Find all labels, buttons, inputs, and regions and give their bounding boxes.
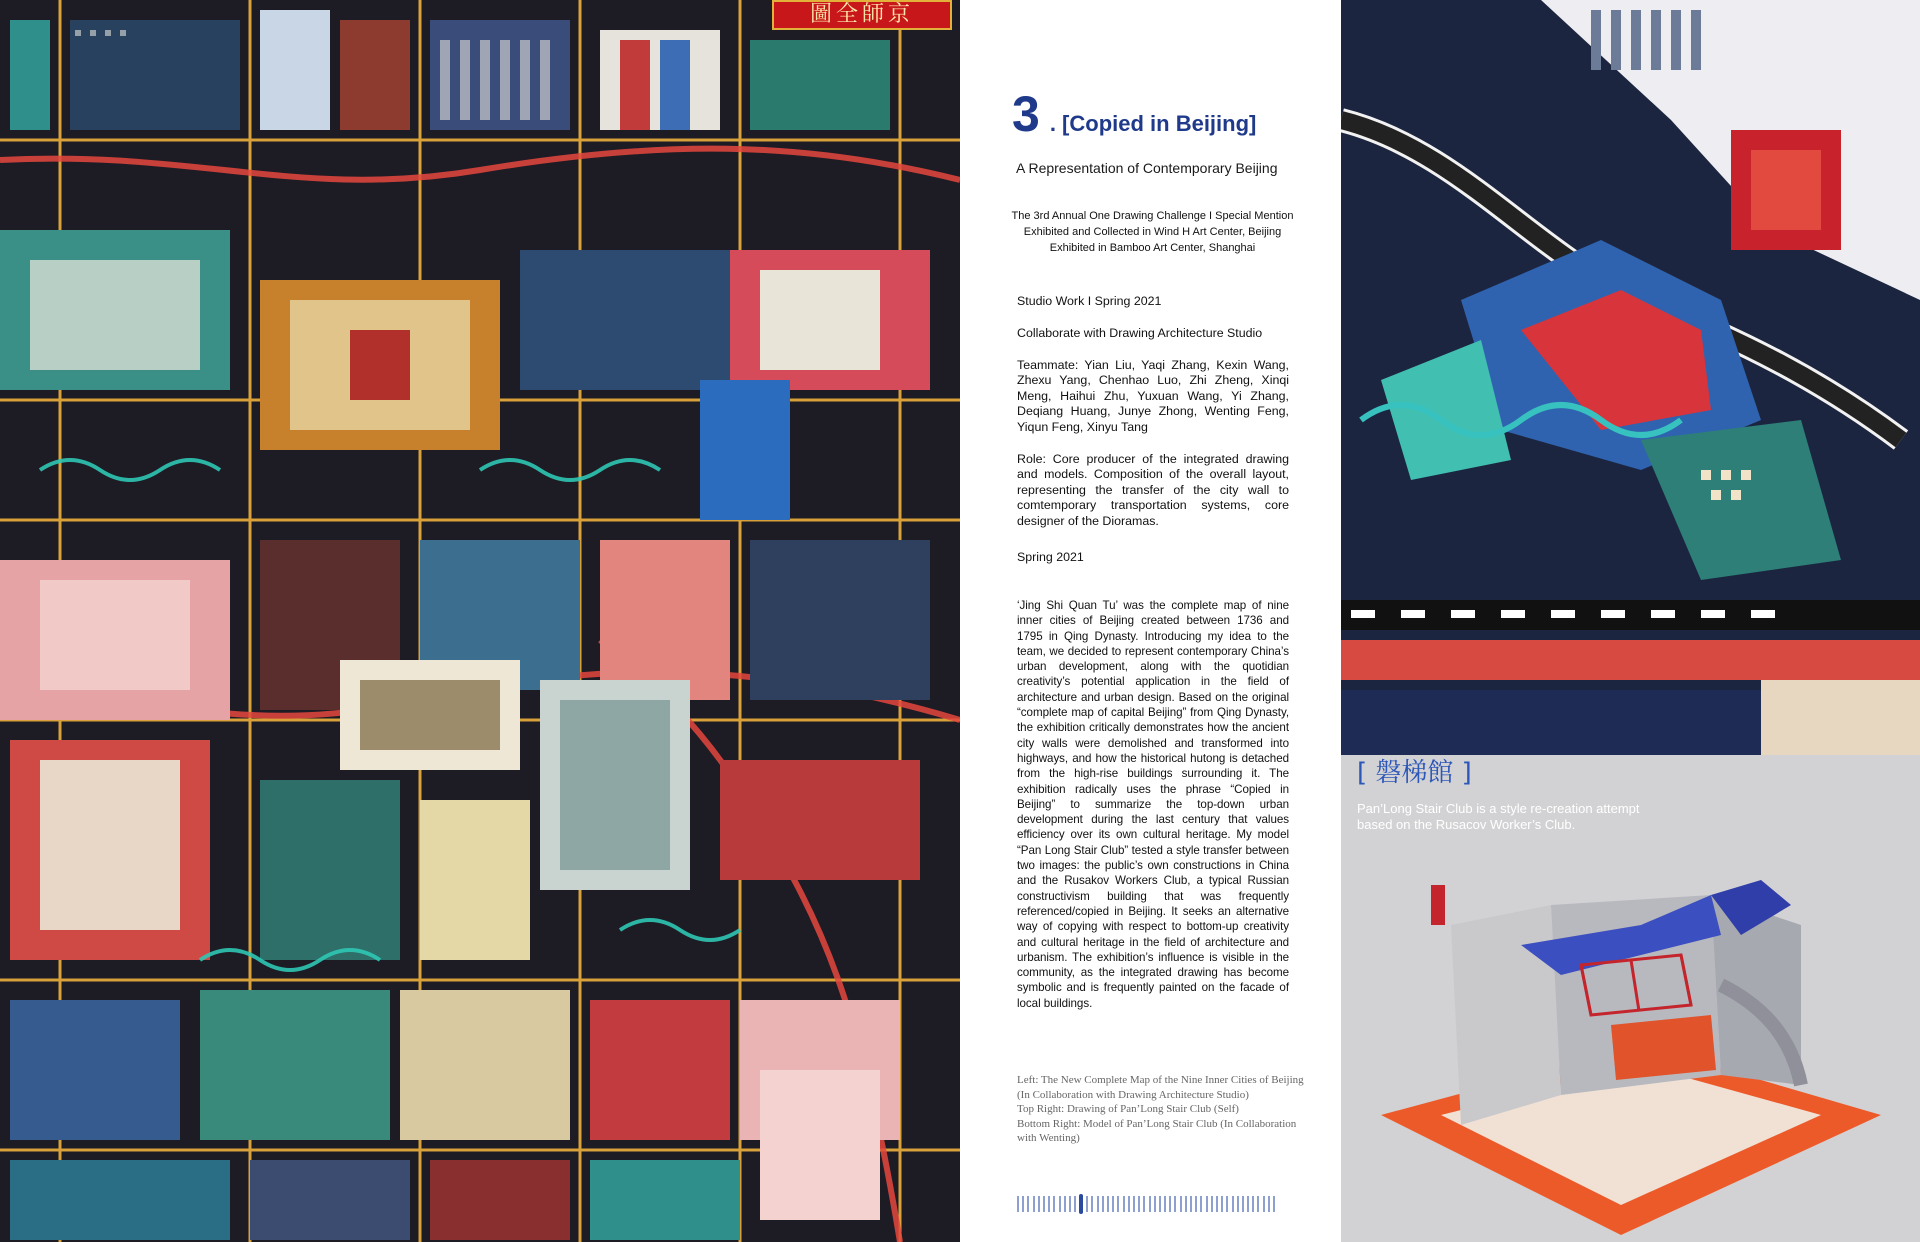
progress-tick — [1252, 1196, 1254, 1212]
progress-tick — [1273, 1196, 1275, 1212]
progress-tick — [1123, 1196, 1125, 1212]
stair-club-model-photo — [1381, 865, 1881, 1235]
credit-line: The 3rd Annual One Drawing Challenge I Special Mention — [1011, 210, 1294, 222]
progress-tick — [1086, 1196, 1088, 1212]
progress-marker — [1079, 1194, 1083, 1214]
progress-tick — [1200, 1196, 1202, 1212]
progress-tick — [1232, 1196, 1234, 1212]
progress-tick — [1206, 1196, 1208, 1212]
progress-tick — [1107, 1196, 1109, 1212]
progress-tick — [1128, 1196, 1130, 1212]
exhibition-credits — [990, 208, 1315, 256]
progress-tick — [1190, 1196, 1192, 1212]
image-captions — [1017, 1073, 1307, 1146]
page-progress-bar — [1017, 1195, 1289, 1213]
caption-bottom-right: Bottom Right: Model of Pan’Long Stair Club (In Collaboration with Wenting) — [1017, 1117, 1297, 1144]
credit-line: Exhibited and Collected in Wind H Art Center, Beijing — [1023, 226, 1282, 238]
progress-tick — [1138, 1196, 1140, 1212]
progress-tick — [1064, 1196, 1066, 1212]
progress-tick — [1247, 1196, 1249, 1212]
progress-tick — [1263, 1196, 1265, 1212]
stair-club-drawing-artwork — [1341, 0, 1920, 755]
progress-tick — [1169, 1196, 1171, 1212]
progress-tick — [1053, 1196, 1055, 1212]
progress-tick — [1117, 1196, 1119, 1212]
progress-tick — [1017, 1196, 1019, 1212]
progress-tick — [1237, 1196, 1239, 1212]
progress-tick — [1091, 1196, 1093, 1212]
progress-tick — [1022, 1196, 1024, 1212]
project-text-column — [960, 0, 1340, 1242]
progress-tick — [1174, 1196, 1176, 1212]
progress-tick — [1211, 1196, 1213, 1212]
progress-tick — [1268, 1196, 1270, 1212]
progress-tick — [1257, 1196, 1259, 1212]
progress-tick — [1185, 1196, 1187, 1212]
progress-tick — [1043, 1196, 1045, 1212]
project-description: ‘Jing Shi Quan Tu’ was the complete map of nine inner cities of Beijing created between 1736 and 1795 in Qing Dynasty. Introducing my idea to the team, we decided to represent contemporary China’s urban development, along with the quotidian creativity’s potential application in the field of architecture and urban design. Based on the original “complete map of capital Beijing” from Qing Dynasty, the exhibition critically demonstrates how the ancient city walls were demolished and transformed into highways, and how the historical hutong is detached from the high-rise buildings surrounding it. The exhibition radically uses the phrase “Copied in Beijing” to summarize the top-down urban development during the last century that values efficiency over its own cultural heritage. My model “Pan Long Stair Club” tested a style transfer between two images: the public’s own constructions in China and the Rusakov Workers Club, a typical Russian constructivism building that was frequently referenced/copied in Beijing. It seeks an alternative way of copying with respect to bottom-up creativity and cultural heritage in the field of architecture and urbanism. The exhibition’s influence is visible in the community, as the integrated drawing has become symbolic and is frequently painted on the facade of local buildings. — [1017, 599, 1289, 1010]
progress-tick — [1216, 1196, 1218, 1212]
right-image-column — [1340, 0, 1920, 1242]
role-info: Role: Core producer of the integrated drawing and models. Composition of the overall layout, representing the transfer of the city wall to comtemporary transportation systems, core designer of the Dioramas. — [1017, 452, 1289, 528]
stair-club-model-panel — [1341, 755, 1920, 1242]
progress-tick — [1097, 1196, 1099, 1212]
progress-tick — [1048, 1196, 1050, 1212]
progress-tick — [1195, 1196, 1197, 1212]
progress-tick — [1143, 1196, 1145, 1212]
progress-tick — [1159, 1196, 1161, 1212]
progress-tick — [1133, 1196, 1135, 1212]
studio-info: Studio Work I Spring 2021 — [1017, 294, 1162, 308]
model-heading: [ 磐梯館 ] — [1357, 758, 1472, 788]
progress-tick — [1242, 1196, 1244, 1212]
progress-tick — [1069, 1196, 1071, 1212]
progress-tick — [1074, 1196, 1076, 1212]
project-number: 3 — [1012, 86, 1040, 142]
model-description: Pan’Long Stair Club is a style re-creation attempt based on the Rusacov Worker’s Club. — [1357, 801, 1640, 832]
project-subtitle: A Representation of Contemporary Beijing — [1016, 160, 1278, 176]
progress-tick — [1102, 1196, 1104, 1212]
progress-tick — [1226, 1196, 1228, 1212]
progress-tick — [1033, 1196, 1035, 1212]
progress-tick — [1027, 1196, 1029, 1212]
map-title-stamp: 圖全師京 — [772, 0, 952, 30]
progress-tick — [1149, 1196, 1151, 1212]
progress-tick — [1154, 1196, 1156, 1212]
progress-tick — [1221, 1196, 1223, 1212]
caption-top-right: Top Right: Drawing of Pan’Long Stair Club (Self) — [1017, 1103, 1239, 1115]
progress-tick — [1059, 1196, 1061, 1212]
progress-tick — [1164, 1196, 1166, 1212]
progress-tick — [1038, 1196, 1040, 1212]
progress-tick — [1112, 1196, 1114, 1212]
project-heading — [1012, 86, 1256, 142]
project-title: . [Copied in Beijing] — [1049, 111, 1257, 136]
season-info: Spring 2021 — [1017, 550, 1084, 564]
caption-left: Left: The New Complete Map of the Nine Inner Cities of Beijing (In Collaboration with Drawing Architecture Studio) — [1017, 1074, 1304, 1101]
credit-line: Exhibited in Bamboo Art Center, Shanghai — [1049, 242, 1256, 254]
progress-tick — [1180, 1196, 1182, 1212]
stair-club-drawing — [1341, 0, 1920, 755]
collaboration-info: Collaborate with Drawing Architecture Studio — [1017, 326, 1263, 340]
teammates-info: Teammate: Yian Liu, Yaqi Zhang, Kexin Wang, Zhexu Yang, Chenhao Luo, Zhi Zheng, Xinqi Meng, Haihui Zhu, Yuxuan Wang, Yi Zhang, Deqiang Huang, Junye Zhong, Wenting Feng, Yiqun Feng, Xinyu Tang — [1017, 358, 1289, 434]
